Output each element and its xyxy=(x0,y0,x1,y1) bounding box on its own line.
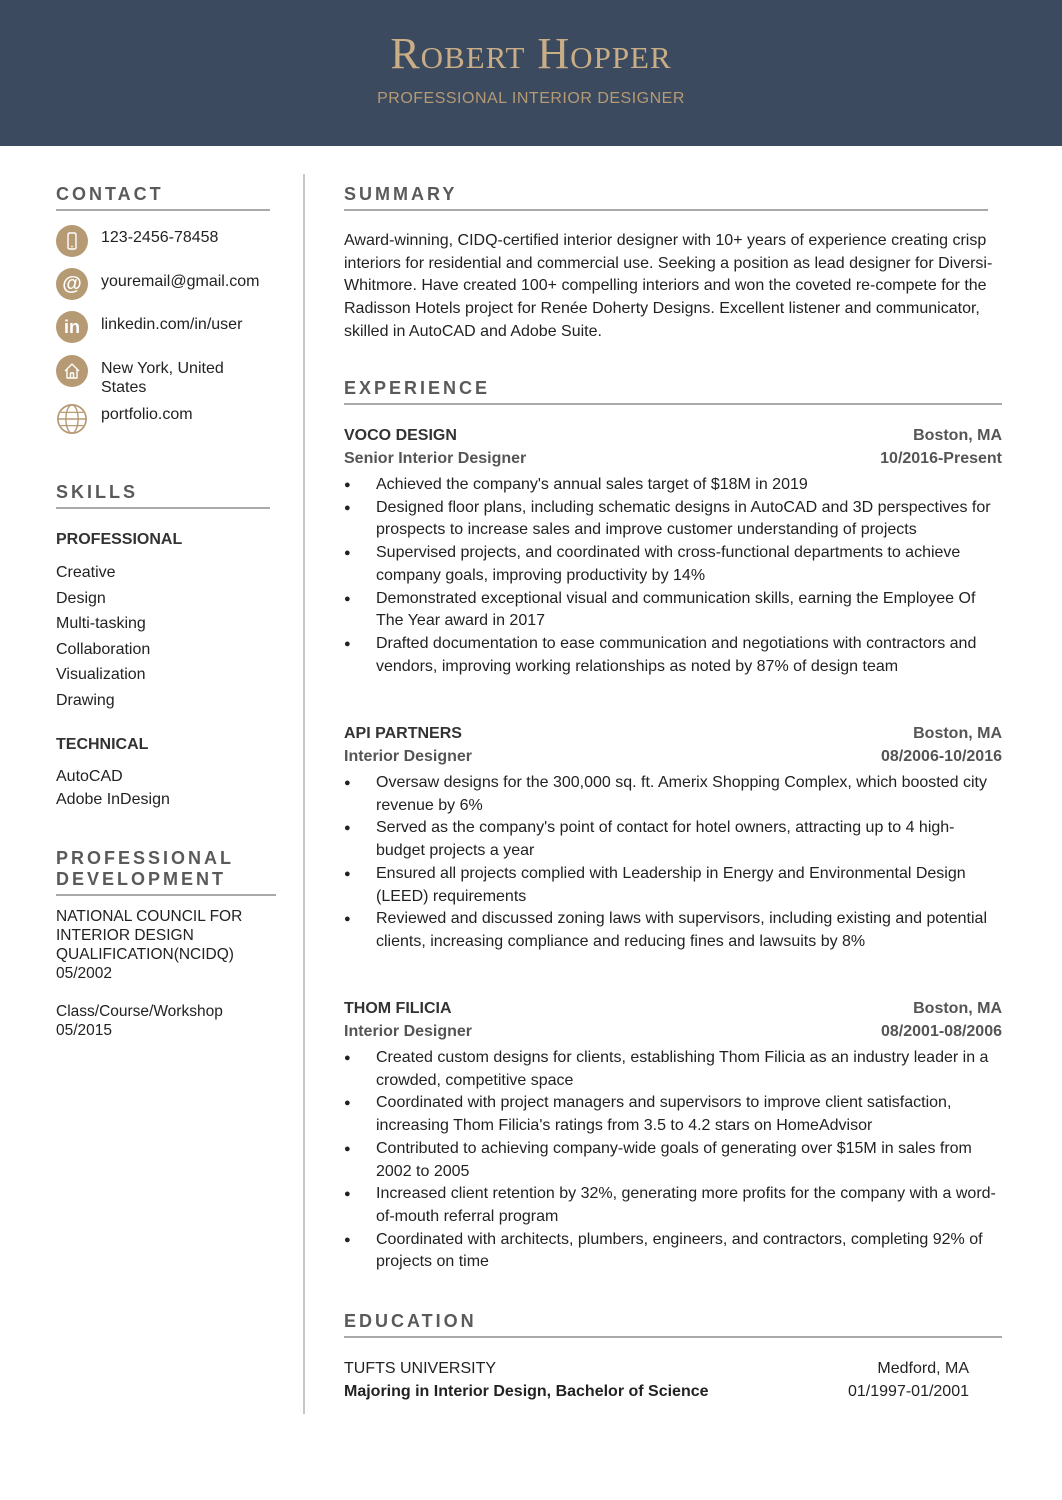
skill-item: AutoCAD xyxy=(56,768,123,785)
professional-skills-heading: PROFESSIONAL xyxy=(56,531,183,548)
job-dates: 10/2016-Present xyxy=(880,450,1002,467)
job-role: Senior Interior Designer xyxy=(344,450,527,467)
portfolio-text[interactable]: portfolio.com xyxy=(101,406,193,423)
job-subheader xyxy=(344,447,1002,470)
phone-text: 123-2456-78458 xyxy=(101,229,219,246)
job-dates: 08/2001-08/2006 xyxy=(881,1023,1002,1040)
contact-list xyxy=(56,225,270,445)
job-bullets xyxy=(344,474,1002,678)
location-text: New York, United States xyxy=(101,360,224,396)
development-section xyxy=(56,848,276,1040)
job-company: VOCO DESIGN xyxy=(344,427,457,444)
skills-heading: SKILLS xyxy=(56,482,270,509)
job-role: Interior Designer xyxy=(344,1023,473,1040)
development-item xyxy=(56,907,276,983)
summary-heading: SUMMARY xyxy=(344,184,988,211)
education-dates: 01/1997-01/2001 xyxy=(848,1383,969,1400)
bullet-item: ● Demonstrated exceptional visual and communication skills, earning the Employee Of The Year award in 2017 xyxy=(344,588,1002,633)
development-item-title: NATIONAL COUNCIL FOR INTERIOR DESIGN QUALIFICATION(NCIDQ) xyxy=(56,908,243,963)
job-bullets xyxy=(344,1047,1002,1274)
development-item-title: Class/Course/Workshop xyxy=(56,1003,223,1020)
skill-item: Drawing xyxy=(56,691,115,709)
candidate-title: PROFESSIONAL INTERIOR DESIGNER xyxy=(377,90,685,107)
job-company: API PARTNERS xyxy=(344,725,462,742)
email-text[interactable]: youremail@gmail.com xyxy=(101,273,260,290)
skill-item: Collaboration xyxy=(56,640,151,658)
job-bullets xyxy=(344,772,1002,954)
summary-section xyxy=(344,184,1002,344)
bullet-item: ● Served as the company's point of contact for hotel owners, attracting up to 4 high-budget projects a year xyxy=(344,817,1002,862)
education-heading: EDUCATION xyxy=(344,1311,1002,1338)
header-banner xyxy=(0,0,1062,146)
contact-location xyxy=(56,355,261,397)
bullet-item: ● Contributed to achieving company-wide goals of generating over $15M in sales from 2002 to 2005 xyxy=(344,1138,1002,1183)
job-location: Boston, MA xyxy=(913,725,1002,742)
bullet-item: ● Reviewed and discussed zoning laws with supervisors, including existing and potential clients, increasing compliance and reducing fines and lawsuits by 8% xyxy=(344,908,1002,953)
education-location: Medford, MA xyxy=(877,1360,969,1377)
email-icon: @ xyxy=(56,268,88,300)
job-location: Boston, MA xyxy=(913,1000,1002,1017)
column-divider xyxy=(303,174,305,1414)
job-dates: 08/2006-10/2016 xyxy=(881,748,1002,765)
job-entry xyxy=(344,722,1002,954)
education-entry xyxy=(344,1357,969,1403)
job-entry xyxy=(344,997,1002,1274)
contact-portfolio xyxy=(56,403,261,435)
bullet-item: ● Created custom designs for clients, establishing Thom Filicia as an industry leader in a crowded, competitive space xyxy=(344,1047,1002,1092)
education-degree: Majoring in Interior Design, Bachelor of Science xyxy=(344,1383,709,1400)
contact-email xyxy=(56,268,261,300)
skill-item: Design xyxy=(56,589,106,607)
bullet-item: ● Increased client retention by 32%, generating more profits for the company with a word-of-mouth referral program xyxy=(344,1183,1002,1228)
technical-skills-list xyxy=(56,765,270,811)
professional-skills-list xyxy=(56,560,270,713)
job-location: Boston, MA xyxy=(913,427,1002,444)
development-item-date: 05/2002 xyxy=(56,965,113,982)
development-item-date: 05/2015 xyxy=(56,1022,113,1039)
phone-icon xyxy=(56,225,88,257)
bullet-item: ● Coordinated with project managers and supervisors to improve client satisfaction, increasing Thom Filicia's ratings from 3.5 to 4.2 stars on HomeAdvisor xyxy=(344,1092,1002,1137)
technical-skills-heading: TECHNICAL xyxy=(56,736,149,753)
job-subheader xyxy=(344,745,1002,768)
bullet-item: ● Designed floor plans, including schematic designs in AutoCAD and 3D perspectives for prospects to increase sales and improve customer understanding of projects xyxy=(344,497,1002,542)
job-header xyxy=(344,424,1002,447)
bullet-item: ● Drafted documentation to ease communication and negotiations with contractors and vendors, improving working relationships as noted by 87% of design team xyxy=(344,633,1002,678)
bullet-item: ● Achieved the company's annual sales target of $18M in 2019 xyxy=(344,474,1002,497)
skill-item: Adobe InDesign xyxy=(56,791,170,808)
job-subheader xyxy=(344,1020,1002,1043)
experience-heading: EXPERIENCE xyxy=(344,378,1002,405)
job-entry xyxy=(344,424,1002,678)
linkedin-text[interactable]: linkedin.com/in/user xyxy=(101,316,243,333)
education-school: TUFTS UNIVERSITY xyxy=(344,1360,497,1377)
education-subheader xyxy=(344,1380,969,1403)
contact-phone xyxy=(56,225,261,257)
skill-item: Multi-tasking xyxy=(56,615,146,632)
development-item xyxy=(56,1002,276,1040)
development-heading: PROFESSIONAL DEVELOPMENT xyxy=(56,848,276,896)
job-company: THOM FILICIA xyxy=(344,1000,452,1017)
skill-item: Creative xyxy=(56,564,116,581)
experience-section xyxy=(344,378,1002,405)
linkedin-icon: in xyxy=(56,311,88,343)
summary-text: Award-winning, CIDQ-certified interior designer with 10+ years of experience creating crisp interiors for residential and commercial use. Seeking a position as lead designer for Diversi-Whitmore. Have created 100+ compelling interiors and won the coveted re-compete for the Radisson Hotels project for Renée Doherty Designs. Excellent listener and communicator, skilled in AutoCAD and Adobe Suite. xyxy=(344,232,993,340)
job-header xyxy=(344,722,1002,745)
home-icon xyxy=(56,355,88,387)
candidate-name: Robert Hopper xyxy=(390,29,672,78)
bullet-item: ● Coordinated with architects, plumbers, engineers, and contractors, completing 92% of projects on time xyxy=(344,1229,1002,1274)
contact-heading: CONTACT xyxy=(56,184,270,211)
education-header xyxy=(344,1357,969,1380)
bullet-item: ● Oversaw designs for the 300,000 sq. ft. Amerix Shopping Complex, which boosted city revenue by 6% xyxy=(344,772,1002,817)
bullet-item: ● Supervised projects, and coordinated with cross-functional departments to achieve company goals, improving productivity by 14% xyxy=(344,542,1002,587)
contact-linkedin xyxy=(56,311,261,343)
skills-section xyxy=(56,482,270,811)
contact-section xyxy=(56,184,270,211)
globe-icon xyxy=(56,403,88,435)
education-section xyxy=(344,1311,1002,1338)
job-header xyxy=(344,997,1002,1020)
job-role: Interior Designer xyxy=(344,748,473,765)
skill-item: Visualization xyxy=(56,666,146,683)
bullet-item: ● Ensured all projects complied with Leadership in Energy and Environmental Design (LEED) requirements xyxy=(344,863,1002,908)
